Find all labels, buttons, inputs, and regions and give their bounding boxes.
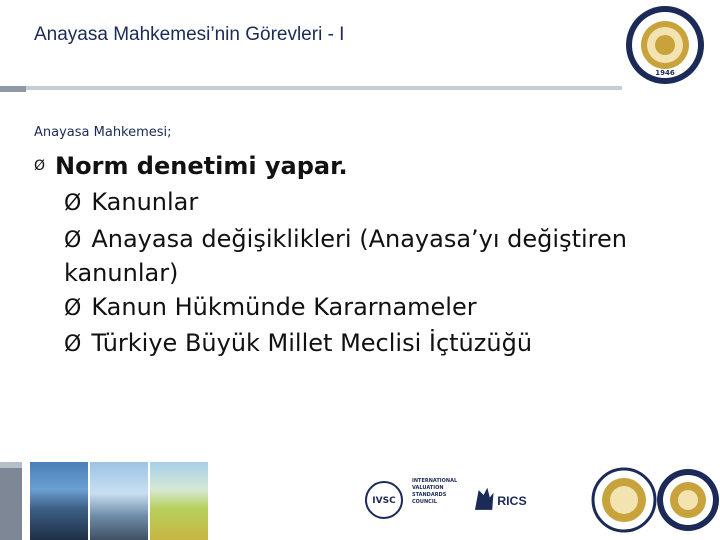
seal-year: 1946	[655, 69, 675, 77]
subtitle: Anayasa Mahkemesi;	[34, 125, 172, 140]
sub-bullet	[64, 291, 477, 325]
title-divider	[0, 86, 622, 90]
footer-left-bar	[0, 462, 22, 540]
sub-bullet	[64, 327, 532, 361]
field-landscape-photo	[150, 462, 208, 540]
main-bullet	[34, 152, 348, 180]
bullet-arrow-icon: Ø	[64, 332, 82, 357]
ivsc-logo-label: IVSC	[372, 496, 396, 506]
rics-logo	[470, 466, 538, 534]
sub-bullet	[64, 223, 627, 257]
rics-logo-label: RICS	[497, 493, 527, 508]
sub-bullet-text: Anayasa değişiklikleri (Anayasa’yı değiştiren	[91, 225, 627, 253]
slide-title: Anayasa Mahkemesi’nin Görevleri - I	[34, 24, 345, 45]
sub-bullet-text: Kanunlar	[91, 188, 199, 216]
main-bullet-text: Norm denetimi yapar.	[55, 152, 348, 180]
footer-left-bar-highlight	[0, 462, 22, 468]
sub-bullet-text: Kanun Hükmünde Kararnameler	[91, 293, 477, 321]
city-skyline-photo	[30, 462, 88, 540]
university-seal-small-logo	[654, 466, 720, 534]
bullet-arrow-icon: Ø	[64, 296, 82, 321]
modern-towers-photo	[90, 462, 148, 540]
ivsc-caption: INTERNATIONAL VALUATION STANDARDS COUNCIL	[412, 478, 458, 505]
association-seal-logo	[590, 466, 658, 534]
bullet-arrow-icon: Ø	[64, 191, 82, 216]
sub-bullet-text: Türkiye Büyük Millet Meclisi İçtüzüğü	[91, 329, 533, 357]
university-seal-logo	[624, 4, 706, 86]
left-accent-bar	[0, 86, 26, 92]
sub-bullet-text: kanunlar)	[64, 259, 179, 287]
sub-bullet	[64, 186, 198, 220]
sub-bullet-continuation	[64, 257, 178, 289]
bullet-arrow-icon: Ø	[34, 158, 46, 174]
bullet-arrow-icon: Ø	[64, 228, 82, 253]
